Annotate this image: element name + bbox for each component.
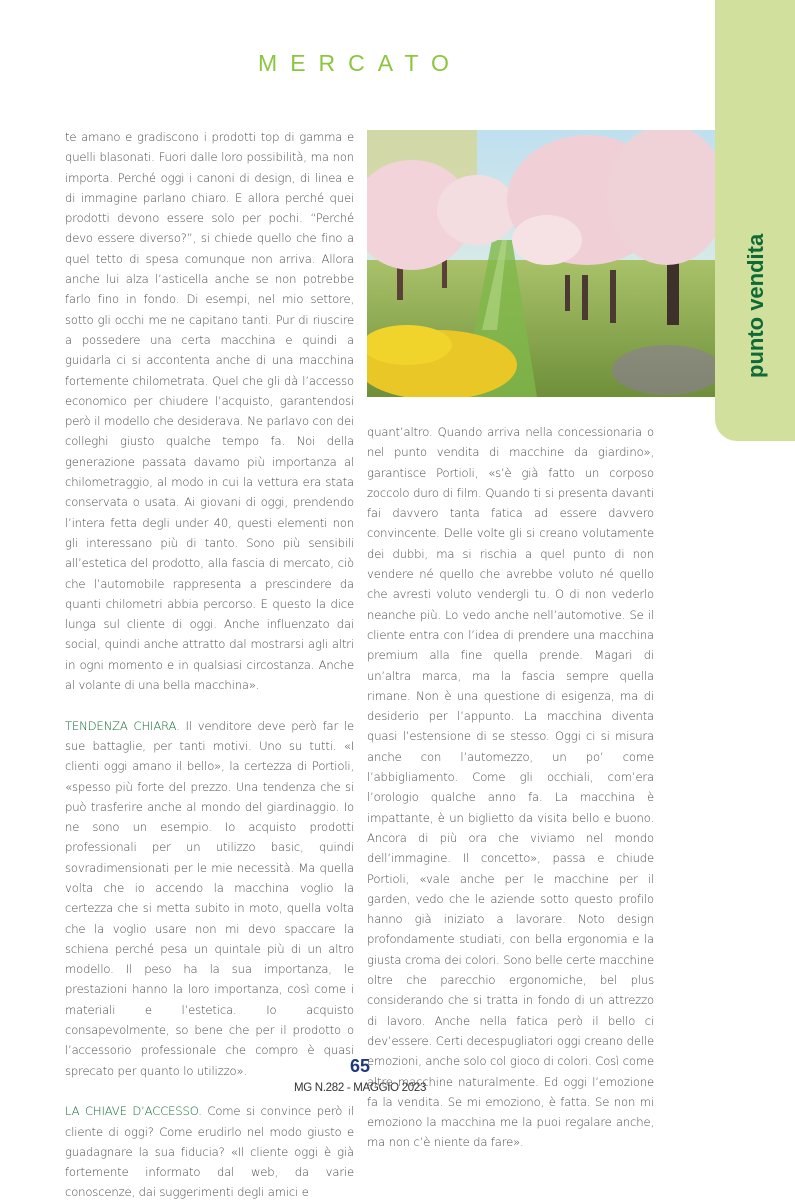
article-paragraph bbox=[65, 1101, 354, 1202]
paragraph-text: te amano e gradiscono i prodotti top di gamma e quelli blasonati. Fuori dalle loro possibilità, ma non importa. Perché oggi i canoni di design, di linea e di immagine parlano chiaro. E allora perché quei prodotti devono essere solo per pochi. “Perché devo essere diverso?”, si chiede quello che fino a quel tetto di spesa comunque non arriva. Allora anche lui alza l’asticella anche se non potrebbe farlo fino in fondo. Di esempi, nel mio settore, sotto gli occhi me ne capitano tanti. Pur di riuscire a possedere una certa macchina e quindi a guidarla ci si accontenta anche di una macchina fortemente chilometrata. Quel che gli dà l’accesso economico per chiudere l’acquisto, garantendosi però il modello che desiderava. Ne parlavo con dei colleghi giusto qualche tempo fa. Noi della generazione passata davamo più importanza al chilometraggio, al modo in cui la vettura era stata conservata o usata. Ai giovani di oggi, prendendo l’intera fetta degli under 40, questi elementi non gli interessano più di tanto. Sono più sensibili all’estetica del prodotto, alla fascia di mercato, ciò che l’automobile rappresenta a prescindere da quanti chilometri abbia percorso. E questo la dice lunga sul cliente di oggi. Anche influenzato dai social, quindi anche attratto dal mostrarsi agli altri in ogni momento e in qualsiasi circostanza. Anche al volante di una bella macchina». bbox=[65, 130, 354, 693]
paragraph-text: quant’altro. Quando arriva nella concessionaria o nel punto vendita di macchine da giardino», garantisce Portioli, «s’è già fatto un corposo zoccolo duro di film. Quando ti si presenta davanti fai davvero tanta fatica ad essere davvero convincente. Delle volte gli si creano volutamente dei dubbi, ma si rischia a quel punto di non vendere né quello che avrebbe voluto né quello che avresti voluto vendergli tu. O di non vederlo neanche più. Lo vedo anche nell’automotive. Se il cliente entra con l’idea di prendere una macchina premium alla fine quella prende. Magari di un’altra marca, ma la fascia sempre quella rimane. Non è una questione di esigenza, ma di desiderio per l’appunto. La macchina diventa quasi l’estensione di se stesso. Oggi ci si misura anche con l’automezzo, un po’ come l’abbigliamento. Come gli occhiali, com’era l’orologio qualche anno fa. La macchina è impattante, è un biglietto da visita bello e buono. Ancora di più ora che viviamo nel mondo dell’immagine. Il concetto», passa e chiude Portioli, «vale anche per le macchine per il garden, vedo che le aziende sotto questo profilo hanno già iniziato a lavorare. Noto design profondamente studiati, con bella ergonomia e la giusta croma dei colori. Sono belle certe macchine oltre che parecchio ergonomiche, bel plus considerando che si tratta in fondo di un attrezzo di lavoro. Anche nella fatica però il bello ci dev’essere. Certi decespugliatori oggi creano delle emozioni, anche solo col gioco di colori. Così come altre macchine naturalmente. Ed oggi l’emozione fa la vendita. Se mi emoziono, è fatta. Se non mi emoziono la macchina me la puoi regalare anche, ma non c’è niente da fare». bbox=[367, 425, 654, 1150]
subheading-tendenza-chiara: TENDENZA CHIARA. bbox=[65, 718, 180, 733]
article-paragraph bbox=[367, 422, 654, 1153]
blossoming-orchard-photo bbox=[367, 130, 715, 397]
paragraph-text: Come si convince però il cliente di oggi? Come erudirlo nel modo giusto e guadagnare la sua fiducia? «Il cliente oggi è già fortemente informato dal web, da varie conoscenze, dai suggerimenti degli amici e bbox=[65, 1104, 354, 1200]
article-paragraph bbox=[65, 716, 354, 1081]
paragraph-text: Il venditore deve però far le sue battaglie, per tanti motivi. Uno su tutti. «I clienti oggi amano il bello», la certezza di Portioli, «spesso più forte del prezzo. Una tendenza che si può trasferire anche al mondo del giardinaggio. Io ne sono un esempio. Io acquisto prodotti professionali per un utilizzo basic, quindi sovradimensionati per le mie necessità. Ma quella volta che io accendo la macchina voglio la certezza che si metta subito in moto, quella volta che la voglio usare non mi devo spaccare la schiena perché pesa un quintale più di un altro modello. Il peso ha la sua importanza, le prestazioni hanno la loro importanza, così come i materiali e l’estetica. Io acquisto consapevolmente, so bene che per il prodotto o l’accessorio professionale che compro è quasi sprecato per quanto lo utilizzo». bbox=[65, 718, 354, 1078]
article-paragraph bbox=[65, 127, 354, 695]
page-number: 65 bbox=[349, 1056, 371, 1076]
side-tab bbox=[715, 0, 795, 441]
article-column-left bbox=[65, 127, 354, 1203]
section-header: MERCATO bbox=[258, 50, 462, 76]
article-column-right bbox=[367, 422, 654, 1153]
side-tab-label: punto vendita bbox=[743, 233, 768, 378]
issue-info: MG N.282 - MAGGIO 2023 bbox=[293, 1082, 427, 1094]
orchard-illustration bbox=[367, 130, 715, 397]
subheading-la-chiave-d-accesso: LA CHIAVE D’ACCESSO. bbox=[65, 1104, 202, 1119]
